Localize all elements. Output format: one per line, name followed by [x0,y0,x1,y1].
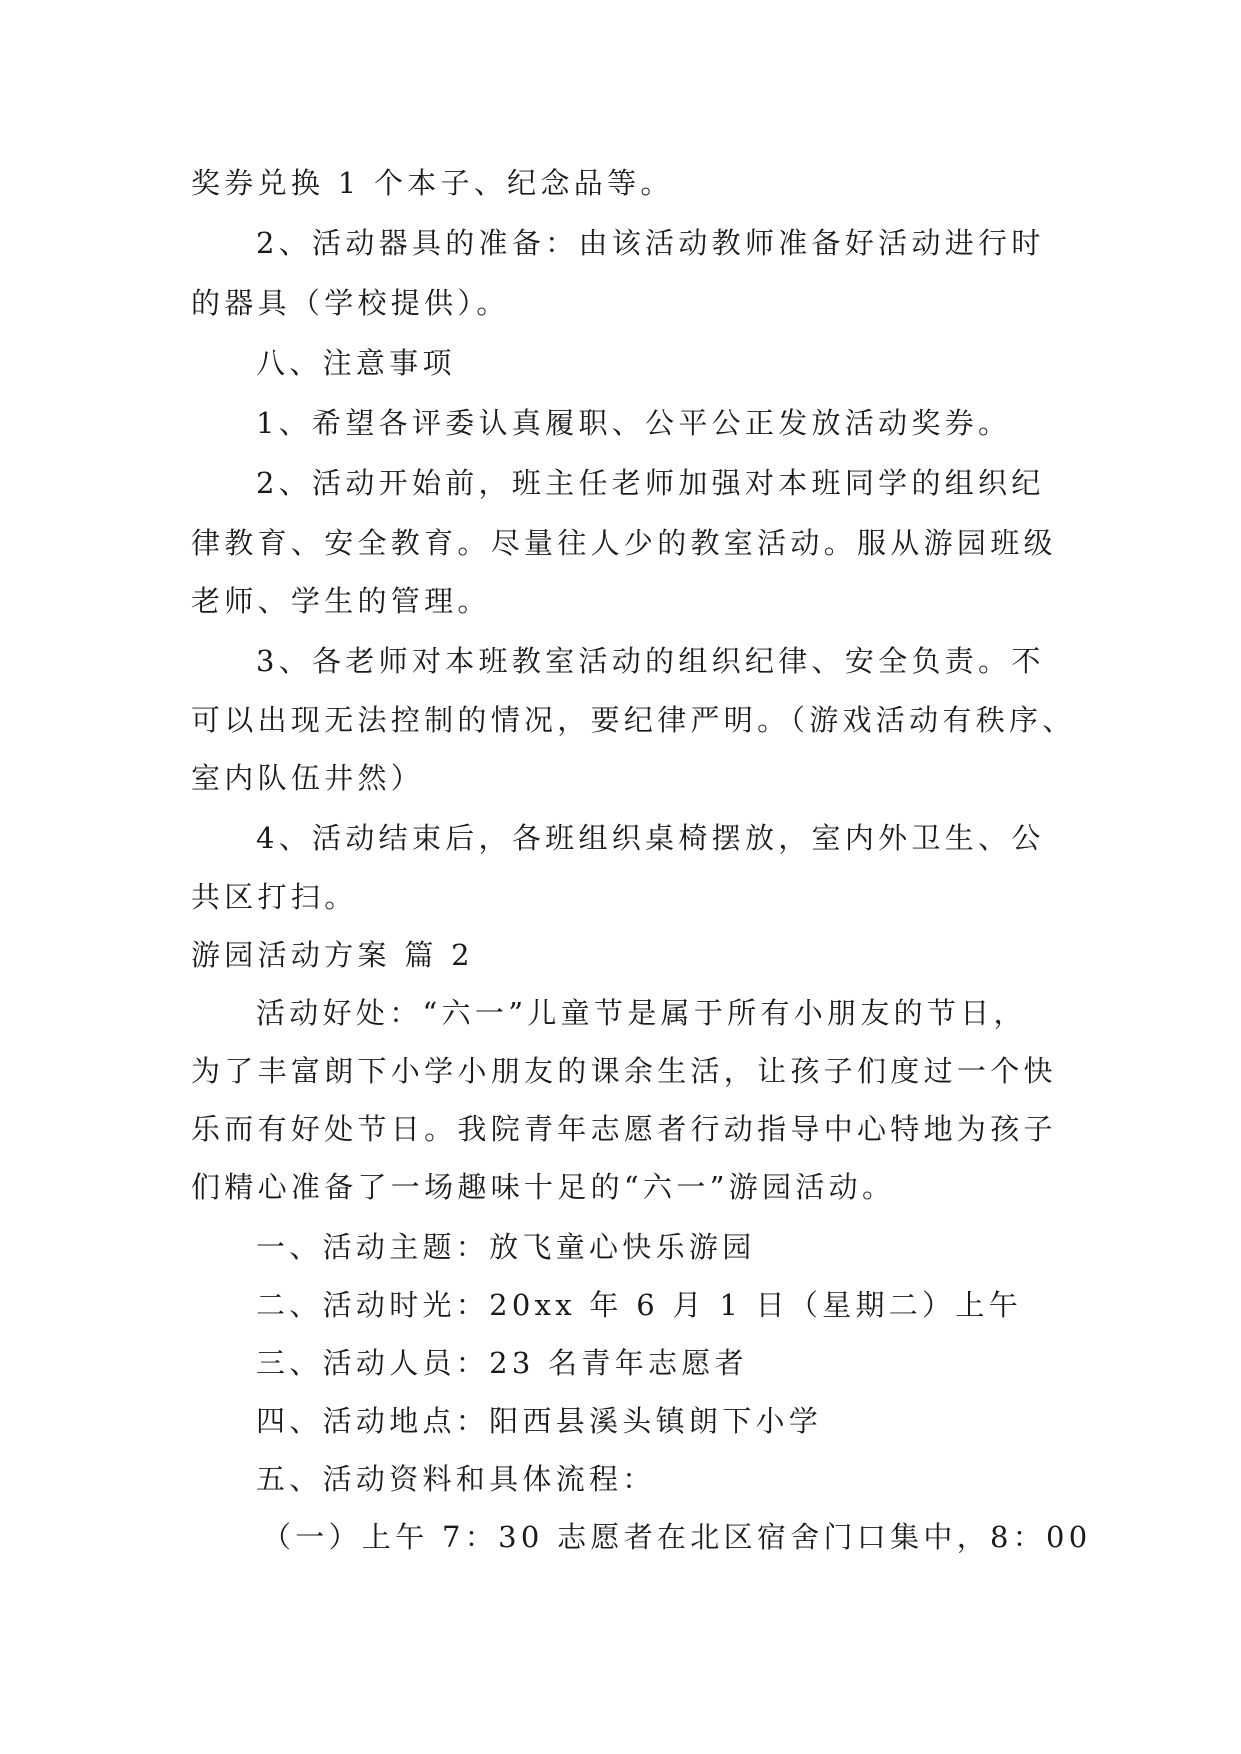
text-line: 4、活动结束后，各班组织桌椅摆放，室内外卫生、公 [256,821,1045,855]
text-line: 三、活动人员：23 名青年志愿者 [256,1346,748,1380]
text-line: 室内队伍井然） [191,761,425,795]
section-heading: 八、注意事项 [256,346,456,380]
text-line: 五、活动资料和具体流程： [256,1462,656,1496]
text-line: 2、活动开始前，班主任老师加强对本班同学的组织纪 [256,466,1045,500]
text-line: 二、活动时光：20xx 年 6 月 1 日（星期二）上午 [256,1288,1023,1322]
text-line: （一）上午 7：30 志愿者在北区宿舍门口集中，8：00 [262,1520,1092,1554]
text-line: 可以出现无法控制的情况，要纪律严明。（游戏活动有秩序、 [191,703,1076,737]
text-line: 2、活动器具的准备：由该活动教师准备好活动进行时 [256,226,1045,260]
text-line: 3、各老师对本班教室活动的组织纪律、安全负责。不 [256,644,1045,678]
text-line: 的器具（学校提供）。 [191,286,510,320]
text-line: 乐而有好处节日。我院青年志愿者行动指导中心特地为孩子 [191,1112,1057,1146]
text-line: 们精心准备了一场趣味十足的“六一”游园活动。 [191,1170,896,1204]
text-line: 律教育、安全教育。尽量往人少的教室活动。服从游园班级 [191,526,1057,560]
text-line: 四、活动地点：阳西县溪头镇朗下小学 [256,1404,823,1438]
text-line: 一、活动主题：放飞童心快乐游园 [256,1230,756,1264]
text-line: 老师、学生的管理。 [191,584,491,618]
article-title: 游园活动方案 篇 2 [191,938,474,972]
text-line: 活动好处：“六一”儿童节是属于所有小朋友的节日， [256,996,1027,1030]
text-line: 共区打扫。 [191,880,358,914]
text-line: 为了丰富朗下小学小朋友的课余生活，让孩子们度过一个快 [191,1054,1057,1088]
text-line: 1、希望各评委认真履职、公平公正发放活动奖券。 [256,406,1012,440]
text-line: 奖券兑换 1 个本子、纪念品等。 [191,166,674,200]
